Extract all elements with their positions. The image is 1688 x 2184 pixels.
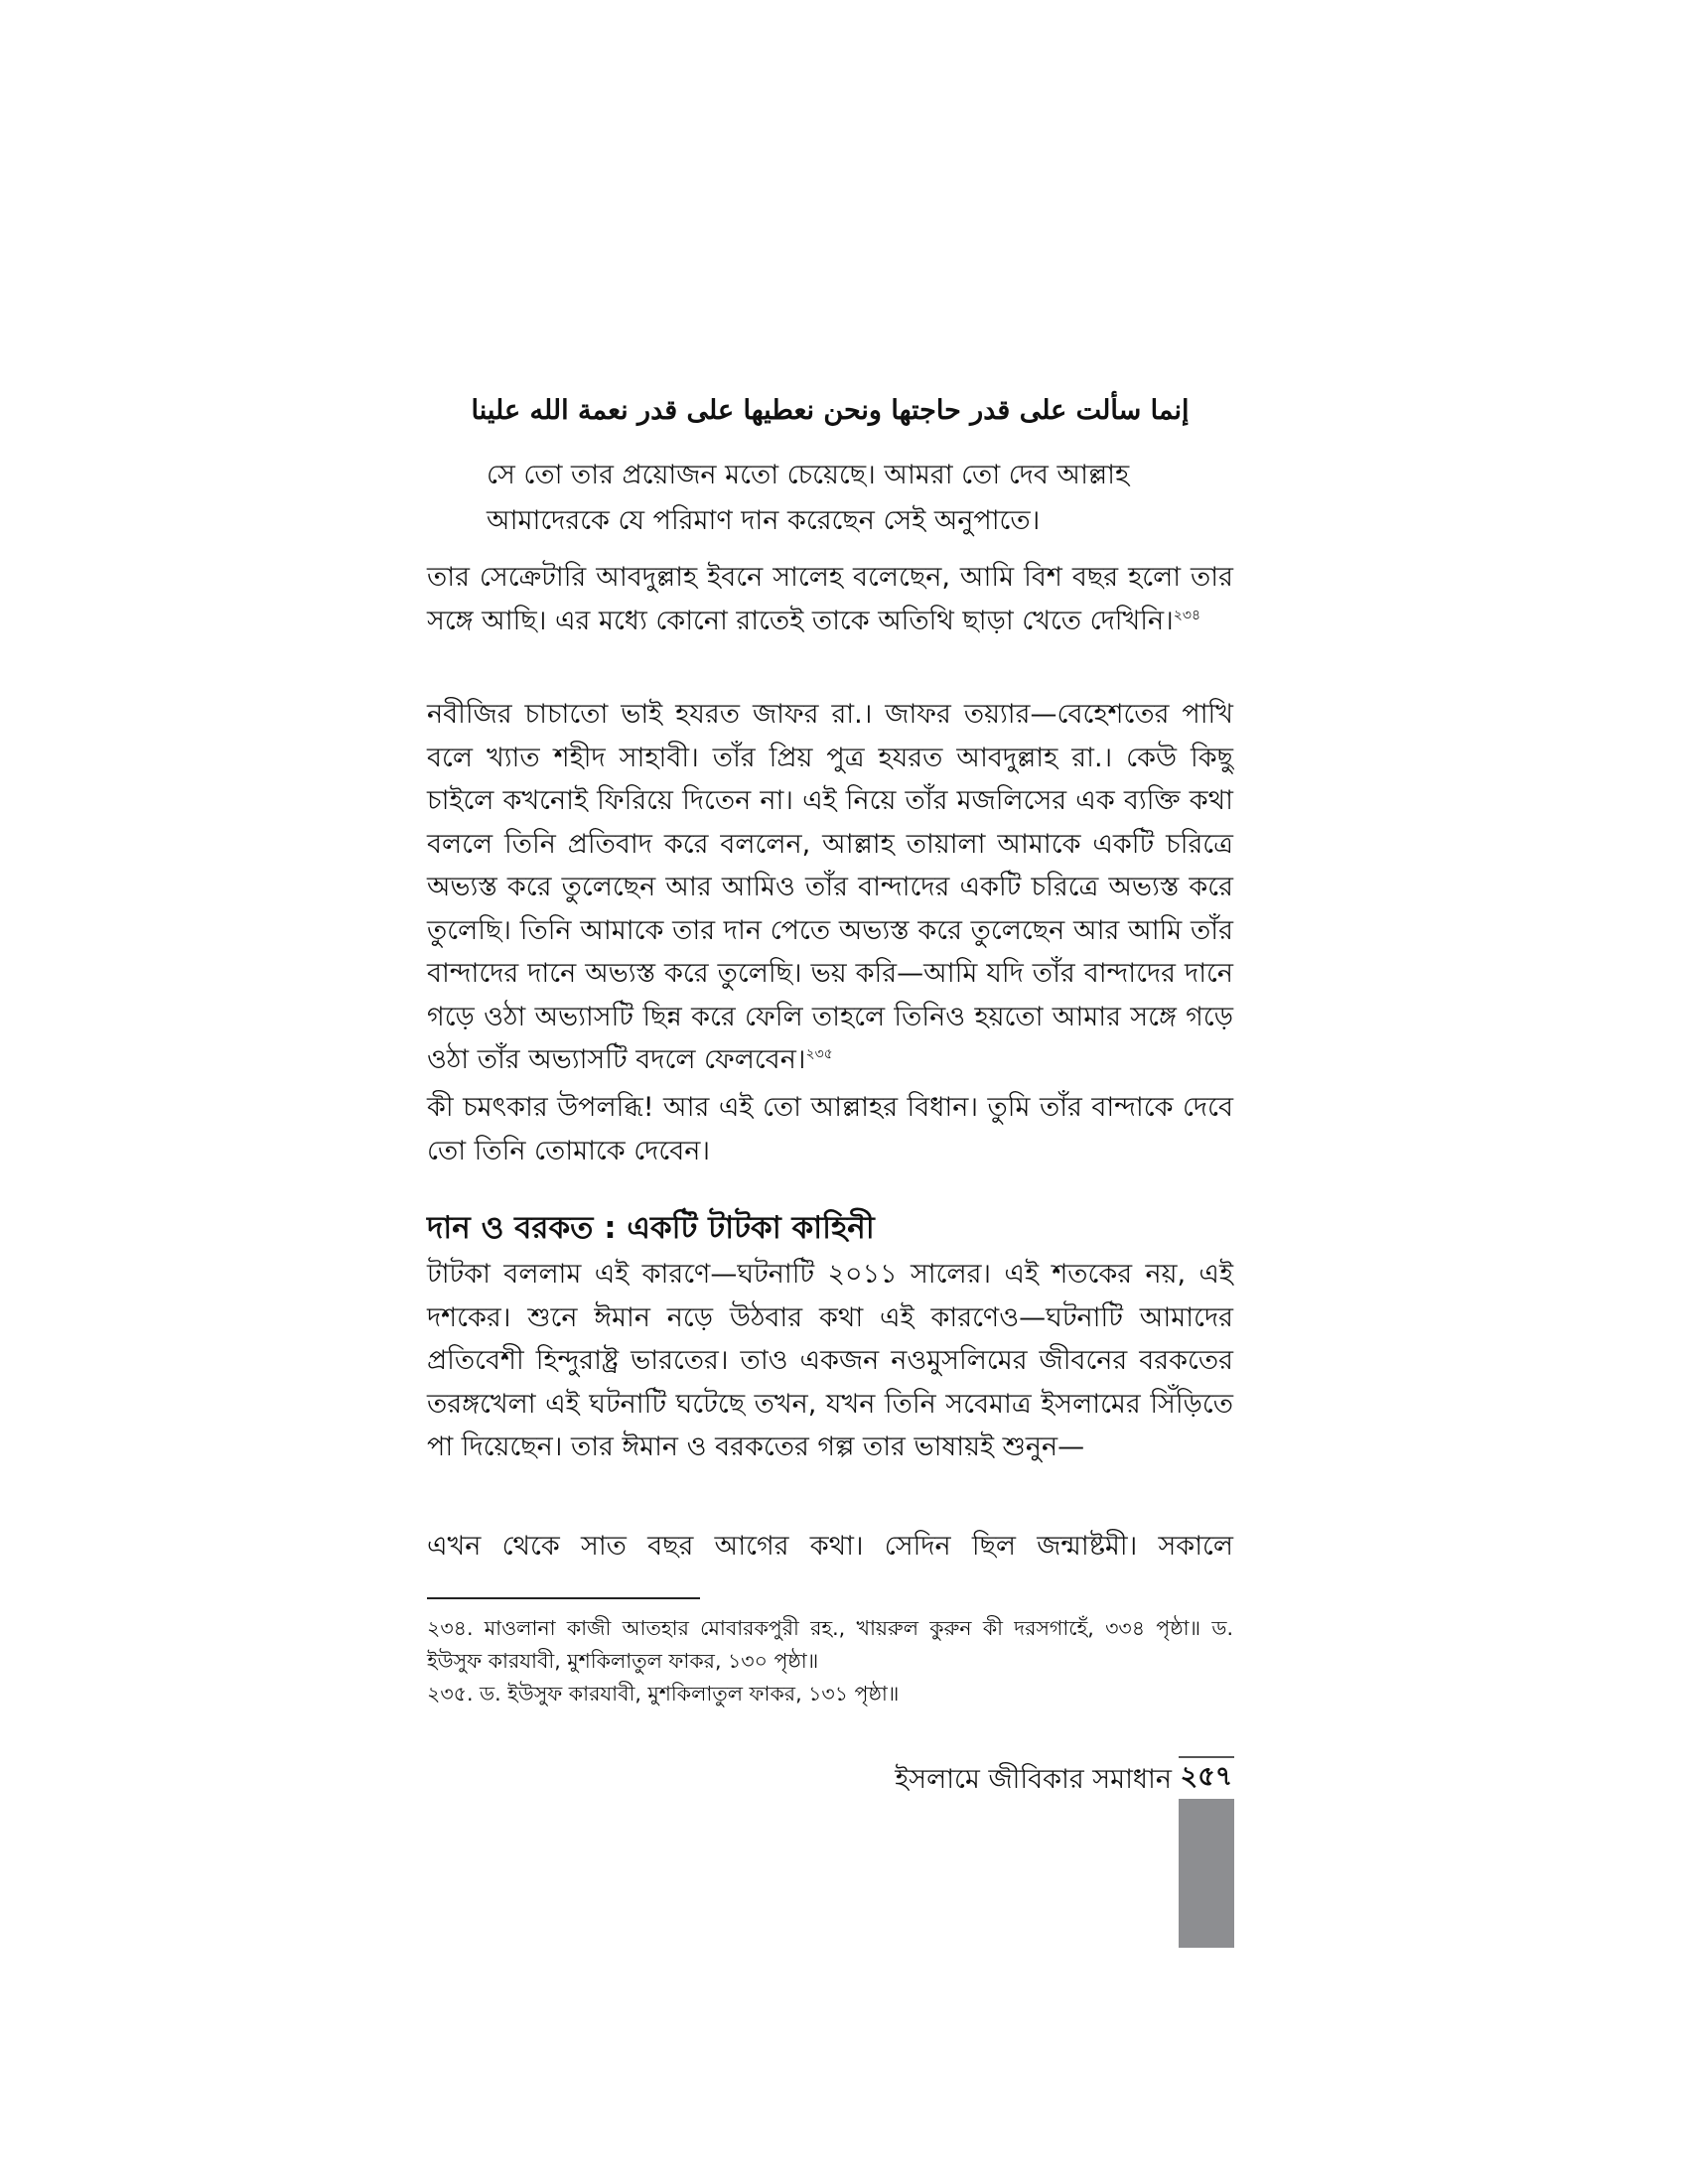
footnote-divider bbox=[427, 1597, 700, 1599]
page-edge-tab bbox=[1179, 1799, 1234, 1948]
paragraph-story-start: এখন থেকে সাত বছর আগের কথা। সেদিন ছিল জন্মাষ্টমী। সকালে bbox=[427, 1531, 1233, 1562]
running-title: ইসলামে জীবিকার সমাধান bbox=[895, 1764, 1172, 1795]
page-number: ২৫৭ bbox=[1180, 1761, 1233, 1792]
footnote-235: ২৩৫. ড. ইউসুফ কারযাবী, মুশকিলাতুল ফাকর, ১৩১ পৃষ্ঠা॥ bbox=[427, 1682, 900, 1706]
section-heading: দান ও বরকত : একটি টাটকা কাহিনী bbox=[427, 1210, 875, 1246]
paragraph-secretary bbox=[427, 556, 1233, 642]
arabic-quote: إنما سألت على قدر حاجتها ونحن نعطيها على قدر نعمة الله علينا bbox=[471, 395, 1190, 426]
footnote-ref-235: ২৩৫ bbox=[805, 1046, 833, 1062]
footnote-ref-234: ২৩৪ bbox=[1173, 607, 1201, 623]
footnote-234: ২৩৪. মাওলানা কাজী আতহার মোবারকপুরী রহ., খায়রুল কুরুন কী দরসগাহেঁ, ৩৩৪ পৃষ্ঠা॥ ড. ইউসুফ কারযাবী, মুশকিলাতুল ফাকর, ১৩০ পৃষ্ঠা॥ bbox=[427, 1616, 1233, 1673]
paragraph-text: নবীজির চাচাতো ভাই হযরত জাফর রা.। জাফর তয়্যার—বেহেশতের পাখি বলে খ্যাত শহীদ সাহাবী। তাঁর প্রিয় পুত্র হযরত আবদুল্লাহ রা.। কেউ কিছু চাইলে কখনোই ফিরিয়ে দিতেন না। এই নিয়ে তাঁর মজলিসের এক ব্যক্তি কথা বললে তিনি প্রতিবাদ করে বললেন, আল্লাহ তায়ালা আমাকে একটি চরিত্রে অভ্যস্ত করে তুলেছেন আর আমিও তাঁর বান্দাদের একটি চরিত্রে অভ্যস্ত করে তুলেছি। তিনি আমাকে তার দান পেতে অভ্যস্ত করে তুলেছেন আর আমি তাঁর বান্দাদের দানে অভ্যস্ত করে তুলেছি। ভয় করি—আমি যদি তাঁর বান্দাদের দানে গড়ে ওঠা অভ্যাসটি ছিন্ন করে ফেলি তাহলে তিনিও হয়তো আমার সঙ্গে গড়ে ওঠা তাঁর অভ্যাসটি বদলে ফেলবেন। bbox=[427, 699, 1233, 1075]
paragraph-text: তার সেক্রেটারি আবদুল্লাহ ইবনে সালেহ বলেছেন, আমি বিশ বছর হলো তার সঙ্গে আছি। এর মধ্যে কোনো রাতেই তাকে অতিথি ছাড়া খেতে দেখিনি। bbox=[427, 562, 1233, 636]
paragraph-realization: কী চমৎকার উপলব্ধি! আর এই তো আল্লাহর বিধান। তুমি তাঁর বান্দাকে দেবে তো তিনি তোমাকে দেবেন। bbox=[427, 1092, 1233, 1166]
paragraph-story-intro: টাটকা বললাম এই কারণে—ঘটনাটি ২০১১ সালের। এই শতকের নয়, এই দশকের। শুনে ঈমান নড়ে উঠবার কথা এই কারণেও—ঘটনাটি আমাদের প্রতিবেশী হিন্দুরাষ্ট্র ভারতের। তাও একজন নওমুসলিমের জীবনের বরকতের তরঙ্গখেলা এই ঘটনাটি ঘটেছে তখন, যখন তিনি সবেমাত্র ইসলামের সিঁড়িতে পা দিয়েছেন। তার ঈমান ও বরকতের গল্প তার ভাষায়ই শুনুন— bbox=[427, 1259, 1233, 1462]
paragraph-jafar bbox=[427, 693, 1233, 1082]
quote-translation: সে তো তার প্রয়োজন মতো চেয়েছে। আমরা তো দেব আল্লাহ আমাদেরকে যে পরিমাণ দান করেছেন সেই অনুপাতে। bbox=[487, 460, 1130, 536]
